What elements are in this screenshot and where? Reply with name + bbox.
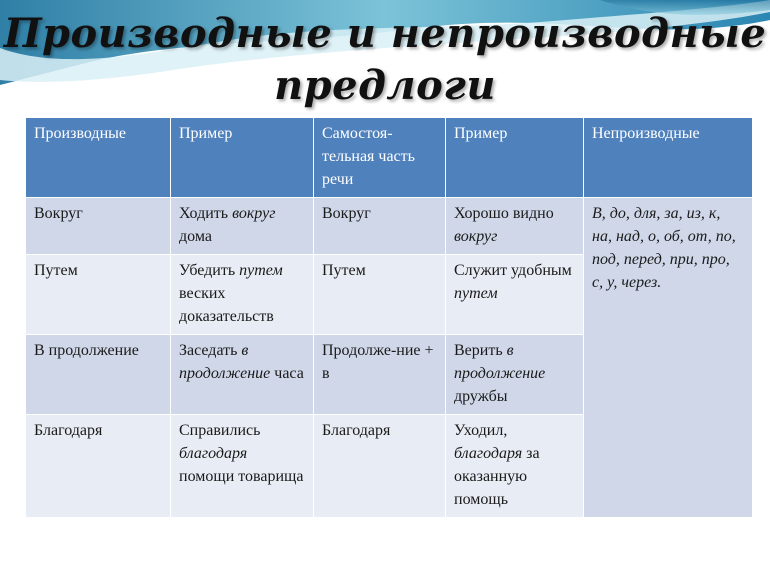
derived-cell: Благодаря <box>26 415 171 518</box>
prepositions-table <box>25 117 753 518</box>
title-line-2: предлоги <box>274 62 496 109</box>
title-line-1: Производные и непроизводные <box>3 10 767 57</box>
highlight-word: в продолжение <box>454 342 546 382</box>
part-of-speech-cell: Вокруг <box>314 198 446 255</box>
derived-cell: В продолжение <box>26 335 171 415</box>
example-cell: Верить в продолжение дружбы <box>446 335 584 415</box>
example-cell: Уходил, благодаря за оказанную помощь <box>446 415 584 518</box>
example-cell: Хорошо видно вокруг <box>446 198 584 255</box>
table-row <box>26 198 753 255</box>
highlight-word: вокруг <box>454 228 498 245</box>
highlight-word: благодаря <box>454 445 523 462</box>
header-nonderived: Непроизводные <box>584 118 753 198</box>
highlight-preposition: в продолжение <box>179 342 271 382</box>
highlight-preposition: вокруг <box>232 205 276 222</box>
highlight-preposition: благодаря <box>179 445 248 462</box>
part-of-speech-cell: Путем <box>314 255 446 335</box>
nonderived-list-cell: В, до, для, за, из, к, на, над, о, об, от, по, под, перед, при, про, с, у, через. <box>584 198 753 518</box>
example-cell: Заседать в продолжение часа <box>171 335 314 415</box>
example-cell: Служит удобным путем <box>446 255 584 335</box>
example-cell: Убедить путем веских доказательств <box>171 255 314 335</box>
header-part-of-speech: Самостоя-тельная часть речи <box>314 118 446 198</box>
highlight-preposition: путем <box>239 262 283 279</box>
table-header-row <box>26 118 753 198</box>
derived-cell: Путем <box>26 255 171 335</box>
header-example-1: Пример <box>171 118 314 198</box>
example-cell: Ходить вокруг дома <box>171 198 314 255</box>
page-title <box>0 8 770 112</box>
example-cell: Справились благодаря помощи товарища <box>171 415 314 518</box>
part-of-speech-cell: Продолже-ние + в <box>314 335 446 415</box>
highlight-word: путем <box>454 285 498 302</box>
header-example-2: Пример <box>446 118 584 198</box>
part-of-speech-cell: Благодаря <box>314 415 446 518</box>
derived-cell: Вокруг <box>26 198 171 255</box>
header-derived: Производные <box>26 118 171 198</box>
